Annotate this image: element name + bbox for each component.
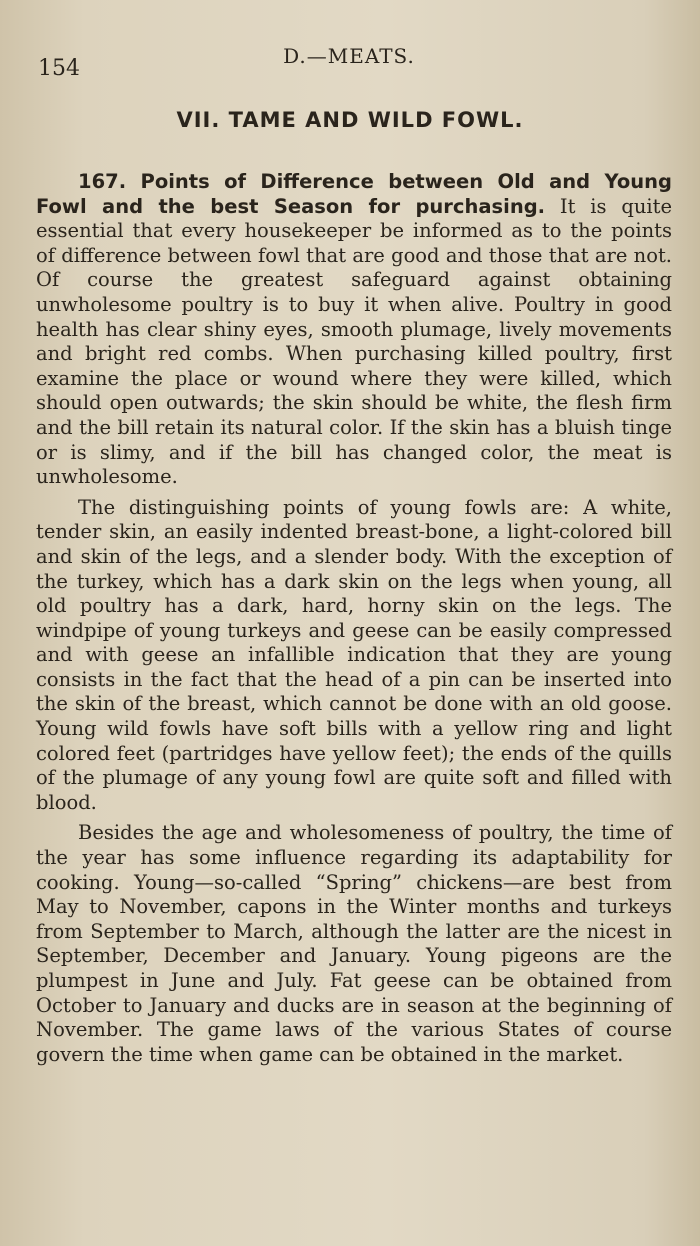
running-title: D.—MEATS. (283, 44, 415, 68)
page-header (38, 44, 660, 84)
paragraph-text: The distinguishing points of young fowls are: A white, tender skin, an easily indented breast-bone, a light-colored bill and skin of the legs, and a slender body. With the exception of the turkey, which has a dark skin on the legs when young, all old poultry has a dark, hard, horny skin on the legs. The windpipe of young turkeys and geese can be easily compressed and with geese an infallible indication that they are young consists in the fact that the head of a pin can be inserted into the skin of the breast, which cannot be done with an old goose. Young wild fowls have soft bills with a yellow ring and light colored feet (partridges have yellow feet); the ends of the quills of the plumage of any young fowl are quite soft and filled with blood. (36, 495, 672, 814)
paragraph (36, 496, 672, 816)
body-text (36, 170, 672, 1073)
paragraph-text: Besides the age and wholesomeness of poultry, the time of the year has some influence regarding its adaptability for cooking. Young—so-called “Spring” chickens—are best from May to November, capons in the Winter months and turkeys from September to March, although the latter are the nicest in September, December and January. Young pigeons are the plumpest in June and July. Fat geese can be obtained from October to January and ducks are in season at the beginning of November. The game laws of the various States of course govern the time when game can be obtained in the market. (36, 821, 672, 1066)
paragraph-text: It is quite essential that every housekeeper be informed as to the points of difference between fowl that are good and those that are not. Of course the greatest safeguard against obtaining unwholesome poultry is to buy it when alive. Poultry in good health has clear shiny eyes, smooth plumage, lively movements and bright red combs. When purchasing killed poultry, first examine the place or wound where they were killed, which should open outwards; the skin should be white, the flesh firm and the bill retain its natural color. If the skin has a bluish tinge or is slimy, and if the bill has changed color, the meat is unwholesome. (36, 194, 672, 489)
paragraph (36, 821, 672, 1067)
paragraph (36, 170, 672, 490)
paragraph-heading: 167. Points of Difference between Old and Young Fowl and the best Season for purchasing. (36, 170, 672, 218)
page-number: 154 (38, 56, 80, 81)
section-title: VII. TAME AND WILD FOWL. (176, 108, 524, 132)
